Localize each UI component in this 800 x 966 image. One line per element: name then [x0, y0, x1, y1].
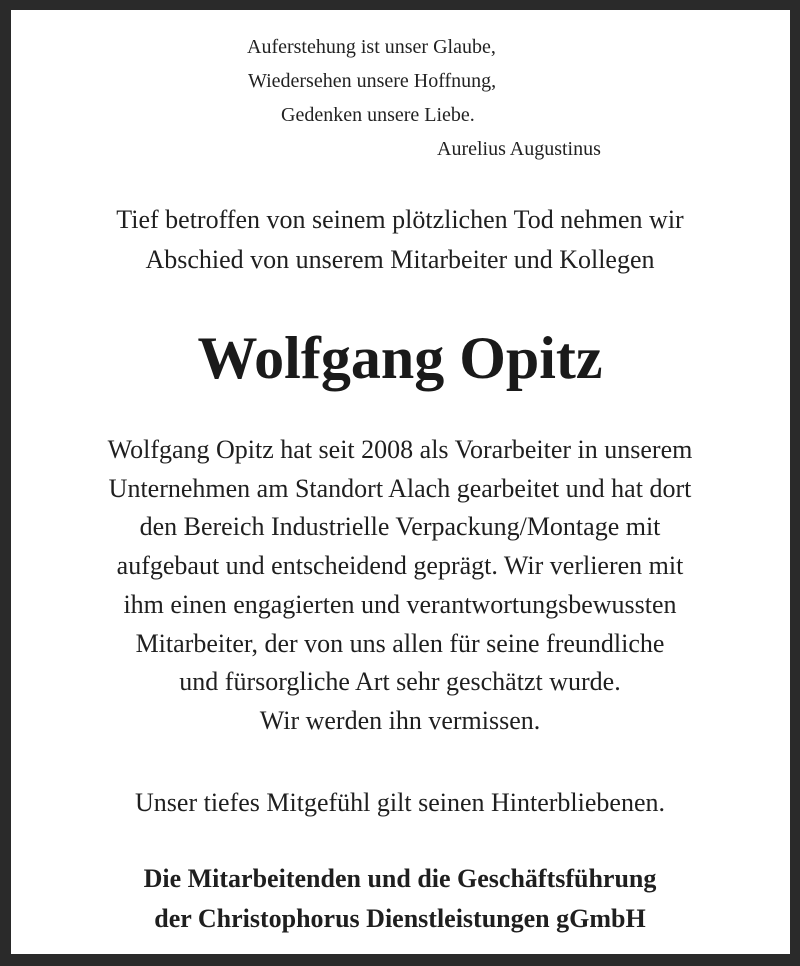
tribute-line: und fürsorgliche Art sehr geschätzt wurde.	[179, 667, 621, 697]
tribute-line: Unternehmen am Standort Alach gearbeitet und hat dort	[108, 473, 692, 503]
tribute-text	[0, 431, 800, 741]
quote-line: Wiedersehen unsere Hoffnung,	[248, 70, 497, 92]
quote-line: Auferstehung ist unser Glaube,	[247, 36, 496, 58]
intro-line: Abschied von unserem Mitarbeiter und Kollegen	[145, 245, 655, 274]
intro-text	[0, 200, 800, 280]
intro-line: Tief betroffen von seinem plötzlichen Tod nehmen wir	[116, 205, 684, 234]
quote-line: Gedenken unsere Liebe.	[281, 104, 475, 126]
tribute-line: ihm einen engagierten und verantwortungsbewussten	[123, 589, 677, 619]
signature-block	[0, 859, 800, 939]
signature-line: der Christophorus Dienstleistungen gGmbH	[154, 904, 646, 933]
condolence-text: Unser tiefes Mitgefühl gilt seinen Hinterbliebenen.	[135, 788, 665, 817]
tribute-line: Wolfgang Opitz hat seit 2008 als Vorarbeiter in unserem	[107, 435, 693, 464]
tribute-line: Wir werden ihn vermissen.	[259, 705, 541, 735]
quote-author: Aurelius Augustinus	[437, 138, 601, 160]
signature-line: Die Mitarbeitenden und die Geschäftsführung	[143, 864, 657, 893]
tribute-line: Mitarbeiter, der von uns allen für seine freundliche	[135, 628, 665, 658]
tribute-line: aufgebaut und entscheidend geprägt. Wir verlieren mit	[116, 551, 684, 581]
deceased-name: Wolfgang Opitz	[197, 325, 603, 391]
tribute-line: den Bereich Industrielle Verpackung/Montage mit	[139, 512, 661, 542]
